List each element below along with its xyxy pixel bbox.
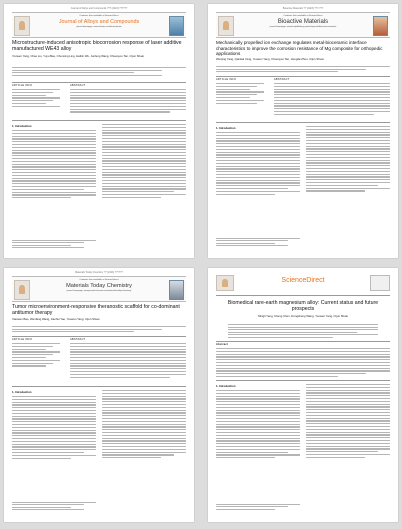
publisher-logo-icon [14,16,30,36]
affiliations-block [12,326,186,334]
paper-title: Microstructure-induced anisotropic biocorrosion response of laser additive manufactured WE43 alloy [12,40,182,53]
footnotes [12,240,96,249]
article-info-text [12,343,60,368]
journal-cover-icon [169,280,184,300]
availability-note: Contents lists available at ScienceDirect [79,15,119,17]
journal-cover-icon [169,16,184,36]
journal-homepage[interactable]: journal homepage: www.keaipublishing.com/en/journals/bioactive-materials [269,26,337,28]
article-info-label: ARTICLE INFO [12,84,33,87]
paper-title: Biomedical rare-earth magnesium alloy: Current status and future prospects [227,300,379,313]
journal-cover-icon [373,16,388,36]
journal-name[interactable]: Journal of Alloys and Compounds [58,19,140,25]
article-info-text [216,83,264,105]
introduction-heading: 1. Introduction [216,384,236,388]
article-info-label: ARTICLE INFO [12,338,33,341]
body-column-right [102,124,186,200]
paper-page-4[interactable] [208,268,398,522]
affiliations-block [12,67,186,77]
publisher-logo-icon [14,280,30,300]
article-info-text [12,89,60,109]
availability-note: Contents lists available at ScienceDirect [79,279,119,281]
journal-citation-strip: Bioactive Materials ?? (2023) ???-??? [282,7,324,10]
abstract-text [70,343,186,379]
journal-header [216,12,390,38]
introduction-heading: 1. Introduction [12,124,32,128]
footnotes [216,238,300,247]
journal-name[interactable]: Materials Today Chemistry [66,283,132,289]
abstract-label: ABSTRACT [274,78,290,81]
publisher-logo-icon [216,275,234,291]
journal-header [12,276,186,302]
journal-cover-icon [370,275,390,291]
paper-authors: Xiaowen Bao, Wenfang Wang, Jianhui Yao, Youwen Yang, Cijun Shuai [12,317,100,321]
paper-page-2[interactable] [208,4,398,258]
journal-header [12,12,186,38]
body-column-right [102,390,186,460]
paper-title: Tumor microenvironment-responsive theranostic scaffold for co-dominant antitumor therapy [12,304,180,317]
paper-authors: Youwen Yang, Chao Liu, Yuyu Bao, Chenxing Ling, Haibin Wu, Junfeng Wang, Chuanyou Tan, Cijun Shuai [12,54,144,58]
journal-homepage[interactable]: journal homepage: www.journals.elsevier.com/materials-today-chemistry/ [66,290,132,292]
body-column-left [216,390,300,460]
journal-citation-strip: Materials Today Chemistry ?? (2023) ?????? [75,271,123,274]
abstract-text [216,348,390,379]
paper-title: Mechanically propelled ion exchange regulates metal-bioceramic interface characteristics to improve the corrosion resistance of Mg composite for orthopedic applications [216,40,383,57]
abstract-text [274,83,390,117]
journal-citation-strip: Journal of Alloys and Compounds ??? (2023) ?????? [70,7,128,10]
article-info-label: ARTICLE INFO [216,78,237,81]
paper-authors: Mingli Yang, Cheng Chen, Dongsheng Wang, Youwen Yang, Cijun Shuai [258,314,348,318]
paper-page-1[interactable] [4,4,194,258]
body-column-right [306,126,390,193]
affiliations-block [216,66,390,74]
availability-note: Contents lists available at ScienceDirect [283,15,323,17]
abstract-label: ABSTRACT [70,84,86,87]
body-column-left [12,396,96,460]
abstract-label: Abstract [216,343,229,346]
affiliations-block [228,324,378,339]
paper-authors: Wenjing Yang, Qiankai Yang, Youwen Yang, Chuanyou Tan, Hongda Zhou, Cijun Shuai [216,57,324,61]
journal-name[interactable]: Bioactive Materials [277,19,329,25]
footnotes [12,502,96,511]
body-column-left [216,132,300,196]
body-column-left [12,130,96,200]
journal-name[interactable]: ScienceDirect [281,277,325,284]
footnotes [216,504,300,511]
publisher-logo-icon [218,16,234,36]
journal-homepage[interactable]: journal homepage: www.elsevier.com/locate/jalcom [76,26,122,28]
abstract-label: ABSTRACT [70,338,86,341]
introduction-heading: 1. Introduction [216,126,236,130]
paper-page-3[interactable] [4,268,194,522]
journal-header [216,273,390,296]
introduction-heading: 1. Introduction [12,390,32,394]
abstract-text [70,89,186,114]
body-column-right [306,384,390,460]
